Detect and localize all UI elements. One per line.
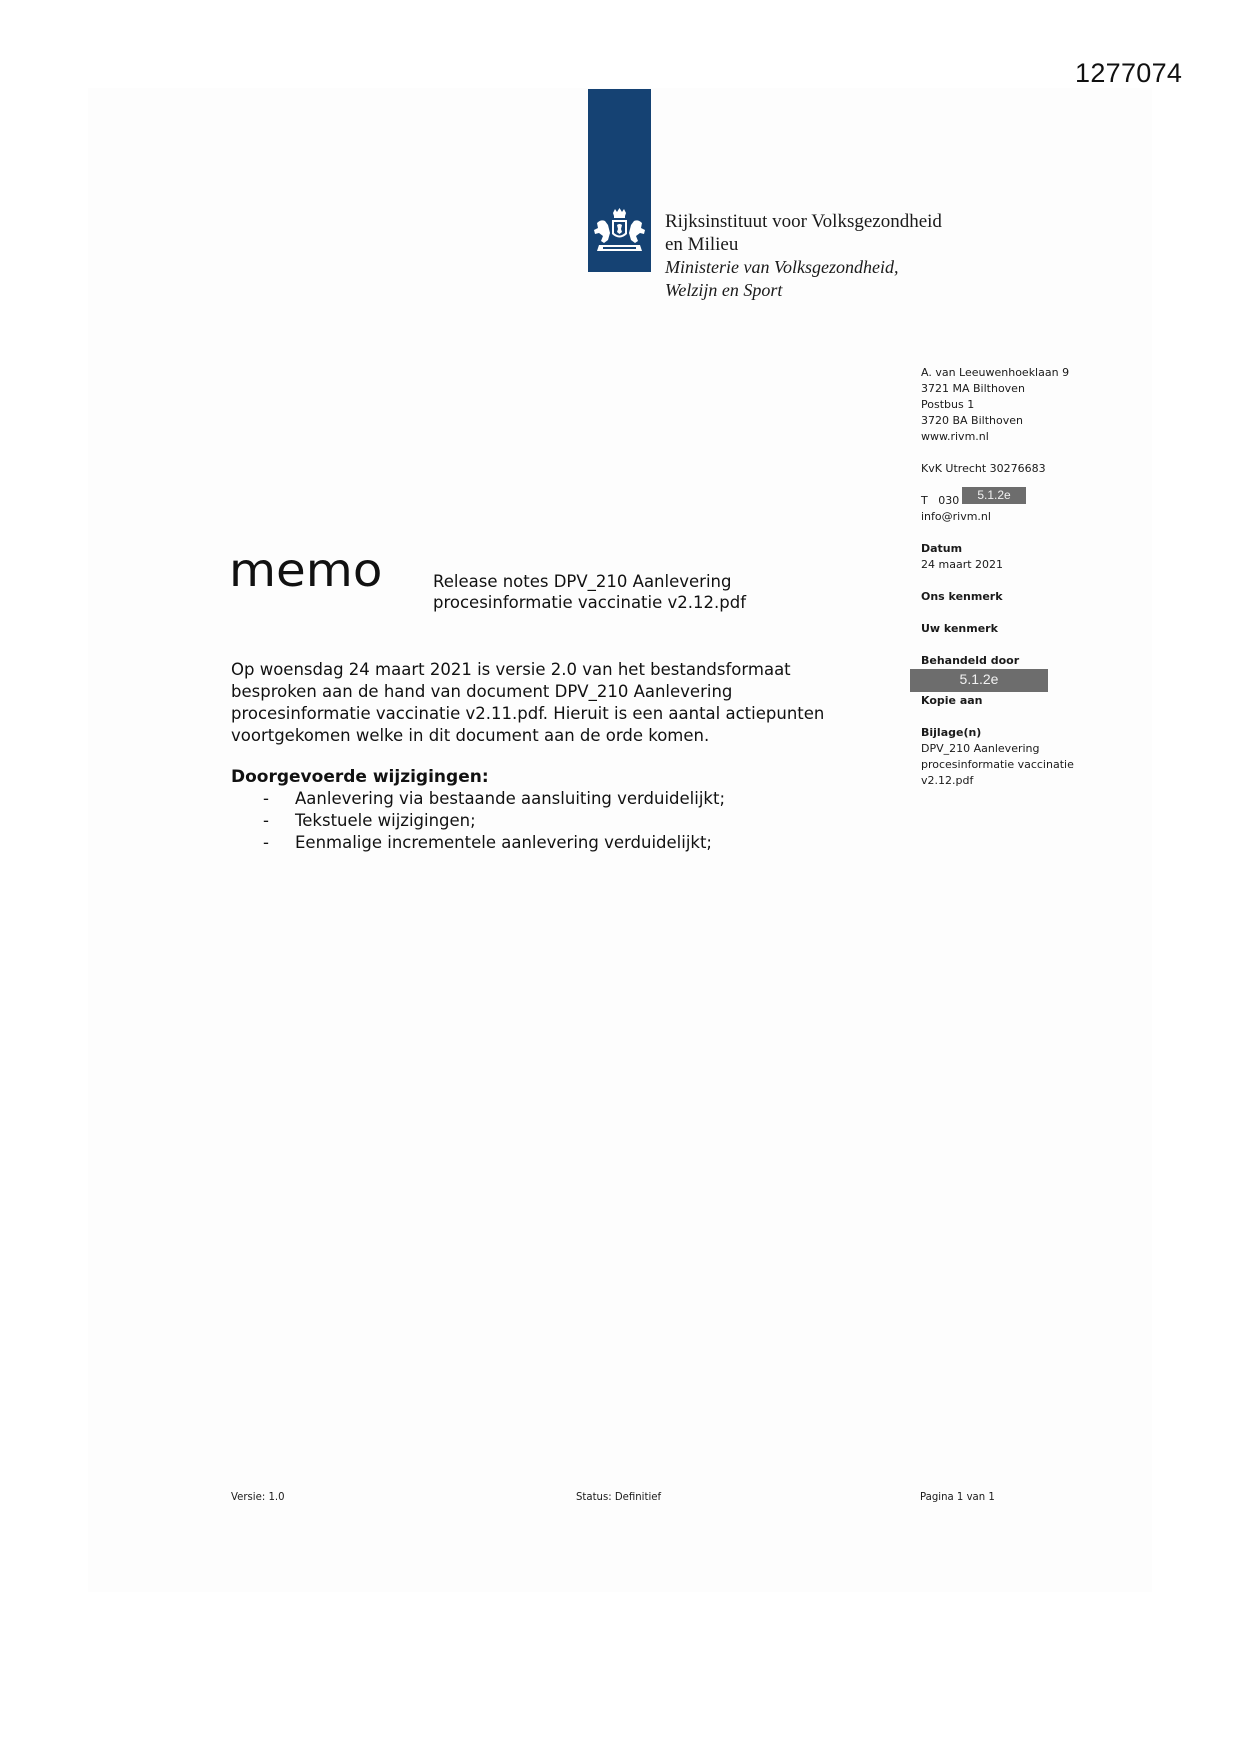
changes-list xyxy=(231,788,725,854)
coat-of-arms-icon xyxy=(591,207,648,257)
list-item xyxy=(231,788,725,810)
footer-page-number: Pagina 1 van 1 xyxy=(920,1490,995,1503)
attachment-line2: procesinformatie vaccinatie xyxy=(921,758,1074,771)
logo-text xyxy=(665,210,942,302)
institute-name-line1: Rijksinstituut voor Volksgezondheid xyxy=(665,211,942,232)
copy-to-label: Kopie aan xyxy=(921,694,983,707)
address-postbus: Postbus 1 xyxy=(921,398,975,411)
document-number: 1277074 xyxy=(1075,58,1183,88)
change-text: Eenmalige incrementele aanlevering verduidelijkt; xyxy=(295,833,712,852)
institute-name-line2: en Milieu xyxy=(665,234,739,255)
change-text: Tekstuele wijzigingen; xyxy=(295,811,476,830)
bullet-dash: - xyxy=(263,833,269,852)
memo-heading: memo xyxy=(229,543,383,597)
our-reference-label: Ons kenmerk xyxy=(921,590,1003,603)
list-item xyxy=(231,810,725,832)
ministry-name-line2: Welzijn en Sport xyxy=(665,280,783,300)
bullet-dash: - xyxy=(263,811,269,830)
redaction-phone: 5.1.2e xyxy=(962,487,1026,504)
change-text: Aanlevering via bestaande aansluiting verduidelijkt; xyxy=(295,789,726,808)
footer-version: Versie: 1.0 xyxy=(231,1490,285,1503)
ministry-name-line1: Ministerie van Volksgezondheid, xyxy=(665,257,899,277)
address-postcode: 3721 MA Bilthoven xyxy=(921,382,1025,395)
logo-bar xyxy=(588,89,651,272)
memo-body xyxy=(231,659,911,747)
date-value: 24 maart 2021 xyxy=(921,558,1004,571)
changes-heading: Doorgevoerde wijzigingen: xyxy=(231,767,489,787)
attachments-label: Bijlage(n) xyxy=(921,726,982,739)
kvk-number: KvK Utrecht 30276683 xyxy=(921,462,1046,475)
address-postbus-city: 3720 BA Bilthoven xyxy=(921,414,1023,427)
subject-line2: procesinformatie vaccinatie v2.12.pdf xyxy=(433,593,747,612)
email-link[interactable]: info@rivm.nl xyxy=(921,510,991,523)
attachment-line3: v2.12.pdf xyxy=(921,774,974,787)
phone-number: T 030 xyxy=(921,494,960,507)
subject-line1: Release notes DPV_210 Aanlevering xyxy=(433,572,732,591)
bullet-dash: - xyxy=(263,789,269,808)
attachment-line1: DPV_210 Aanlevering xyxy=(921,742,1040,755)
memo-subject xyxy=(433,571,746,613)
your-reference-label: Uw kenmerk xyxy=(921,622,998,635)
body-line: besproken aan de hand van document DPV_210 Aanlevering xyxy=(231,682,733,701)
handled-by-label: Behandeld door xyxy=(921,654,1020,667)
body-line: procesinformatie vaccinatie v2.11.pdf. Hieruit is een aantal actiepunten xyxy=(231,704,825,723)
sender-info-column xyxy=(921,365,1141,789)
address-street: A. van Leeuwenhoeklaan 9 xyxy=(921,366,1070,379)
footer-status: Status: Definitief xyxy=(576,1490,662,1503)
changes-section xyxy=(231,766,725,854)
body-line: voortgekomen welke in dit document aan de orde komen. xyxy=(231,726,710,745)
list-item xyxy=(231,832,725,854)
website-link[interactable]: www.rivm.nl xyxy=(921,430,989,443)
body-line: Op woensdag 24 maart 2021 is versie 2.0 van het bestandsformaat xyxy=(231,660,791,679)
redaction-handled-by: 5.1.2e xyxy=(910,669,1048,692)
date-label: Datum xyxy=(921,542,963,555)
